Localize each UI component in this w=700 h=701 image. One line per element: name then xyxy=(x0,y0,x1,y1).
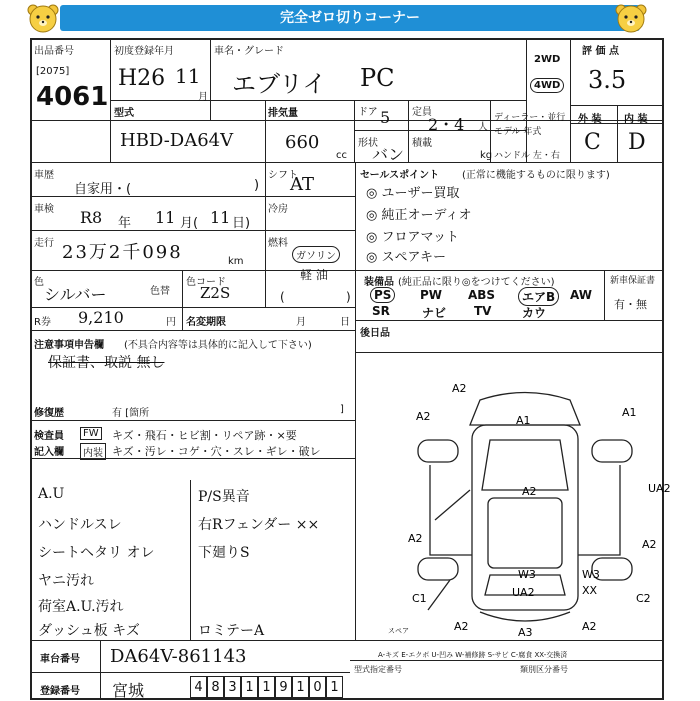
reg-digit: 3 xyxy=(224,676,241,698)
note-line-6: ダッシュ板 キズ xyxy=(38,623,140,639)
color-paint-label: 色替 xyxy=(150,286,170,297)
reg-no-label: 登録番号 xyxy=(40,686,80,697)
damage-mark-4: A1 xyxy=(622,406,637,419)
displacement-value: 660 xyxy=(285,132,320,153)
car-roof xyxy=(488,498,562,568)
equip-pw: PW xyxy=(420,288,443,302)
score-value: 3.5 xyxy=(588,66,627,94)
recycle-label: R券 xyxy=(34,317,51,328)
capacity-unit: 人 xyxy=(478,122,488,133)
bottom-label-1: 型式指定番号 xyxy=(354,665,402,674)
drive-4wd-circled: 4WD xyxy=(530,78,564,93)
note-line-4: ヤニ汚れ xyxy=(38,573,94,589)
right-note-3: 下廻りS xyxy=(198,545,250,561)
model-year-label: モデル 年式 xyxy=(494,127,542,137)
right-note-1: P/S異音 xyxy=(198,489,250,505)
history-close: ) xyxy=(254,178,260,193)
type-label: 型式 xyxy=(114,108,134,119)
recycle-value: 9,210 xyxy=(78,308,124,327)
wheel-front-right xyxy=(592,440,632,462)
equip-abs: ABS xyxy=(468,288,496,302)
header-title: 完全ゼロ切りコーナー xyxy=(60,5,640,31)
doors-label: ドア xyxy=(358,107,378,118)
fuel-diesel: 軽 油 xyxy=(300,268,328,282)
damage-mark-15: A2 xyxy=(454,620,469,633)
equip-ps: PS xyxy=(370,287,395,303)
type-value: HBD-DA64V xyxy=(120,130,234,151)
inspector-label-1: 検査員 xyxy=(34,431,64,442)
car-windshield xyxy=(482,440,568,490)
new-warranty-value: 有・無 xyxy=(614,298,647,311)
history-label: 車歴 xyxy=(34,170,54,181)
damage-mark-1: A2 xyxy=(452,382,467,395)
name-change-label: 名変期限 xyxy=(186,317,226,328)
drive-2wd: 2WD xyxy=(534,54,561,65)
notes-value: 保証書、取説 無し xyxy=(48,355,165,371)
damage-mark-10: W3 xyxy=(582,568,600,581)
reg-no-digits xyxy=(190,676,343,698)
equip-airbag: エアB xyxy=(518,287,559,306)
mileage-unit: km xyxy=(228,256,244,267)
equip-sr: SR xyxy=(372,304,390,318)
exterior-value: C xyxy=(584,130,601,155)
equip-kawa: カウ xyxy=(522,306,547,320)
shape-value: バン xyxy=(372,145,405,164)
sales-point-3: ◎ フロアマット xyxy=(366,230,459,245)
interior-value: D xyxy=(628,130,646,155)
damage-mark-17: A2 xyxy=(582,620,597,633)
sales-points-sub: (正常に機能するものに限ります) xyxy=(462,170,610,181)
damage-mark-5: A2 xyxy=(522,485,537,498)
note-line-2: ハンドルスレ xyxy=(38,517,122,533)
equip-navi: ナビ xyxy=(422,306,447,320)
damage-small-label: スペア xyxy=(388,627,409,635)
damage-mark-8: A2 xyxy=(642,538,657,551)
damage-mark-13: C1 xyxy=(412,592,427,605)
wheel-front-left xyxy=(418,440,458,462)
later-items-label: 後日品 xyxy=(360,328,390,339)
reg-digit: 0 xyxy=(309,676,326,698)
inspection-month: 11 xyxy=(155,208,176,227)
equip-aw: AW xyxy=(570,288,592,302)
equipment-sub: (純正品に限り◎をつけてください) xyxy=(398,277,555,288)
score-label: 評 価 点 xyxy=(582,46,619,57)
doors-value: 5 xyxy=(380,108,391,127)
damage-mark-2: A2 xyxy=(416,410,431,423)
damage-mark-11: UA2 xyxy=(512,586,535,599)
lot-number: 4061 xyxy=(36,82,109,112)
color-code: Z2S xyxy=(200,284,231,302)
recycle-unit: 円 xyxy=(166,317,176,328)
reg-digit: 9 xyxy=(275,676,292,698)
car-side-left xyxy=(430,465,472,555)
sales-point-4: ◎ スペアキー xyxy=(366,250,446,265)
color-code-label: 色コード xyxy=(186,277,226,288)
shift-value: AT xyxy=(290,174,315,195)
wheel-rear-left xyxy=(418,558,458,580)
damage-mark-12: XX xyxy=(582,584,598,597)
registration-month: 11 xyxy=(175,64,201,88)
shift-label: シフト xyxy=(268,170,298,181)
bear-mascot-icon xyxy=(614,2,648,34)
reg-digit: 1 xyxy=(241,676,258,698)
damage-mark-7: A2 xyxy=(408,532,423,545)
sales-point-1: ◎ ユーザー買取 xyxy=(366,186,460,201)
header xyxy=(0,0,700,38)
inspection-day-unit: 日) xyxy=(232,216,251,231)
model-name: エブリイ xyxy=(232,70,327,98)
reg-digit: 1 xyxy=(292,676,309,698)
inspector-naisou: 内装 xyxy=(80,443,106,460)
fuel-other-close: ) xyxy=(346,290,351,304)
reg-digit: 1 xyxy=(258,676,275,698)
dealer-label: ディーラー・並行 xyxy=(494,113,566,123)
registration-label: 初度登録年月 xyxy=(114,46,174,57)
repair-options: 有 [箇所 xyxy=(112,408,150,419)
model-label: 車名・グレード xyxy=(214,46,284,57)
chassis-label: 車台番号 xyxy=(40,654,80,665)
right-note-2: 右Rフェンダー ×× xyxy=(198,517,320,533)
inspection-label: 車検 xyxy=(34,204,54,215)
inspection-year-unit: 年 xyxy=(118,216,132,231)
registration-month-unit: 月 xyxy=(198,92,208,103)
displacement-unit: cc xyxy=(336,150,347,161)
reg-digit: 8 xyxy=(207,676,224,698)
inspection-month-unit: 月( xyxy=(180,216,199,231)
right-note-4: ロミテーA xyxy=(198,623,265,639)
repair-close: ] xyxy=(340,404,344,415)
notes-sub: (不具合内容等は具体的に記入して下さい) xyxy=(124,340,312,351)
inspector-row-2: キズ・汚レ・コゲ・穴・スレ・ギレ・破レ xyxy=(112,445,321,458)
inspector-label-2: 記入欄 xyxy=(34,447,64,458)
equipment-label: 装備品 xyxy=(364,277,394,288)
mileage-label: 走行 xyxy=(34,238,54,249)
lot-sub: [2075] xyxy=(36,66,70,77)
inspection-day: 11 xyxy=(210,208,231,227)
name-change-day: 日 xyxy=(340,317,350,328)
damage-mark-9: W3 xyxy=(518,568,536,581)
capacity-value: 2・4 xyxy=(428,115,465,134)
displacement-label: 排気量 xyxy=(268,108,298,119)
sales-points-label: セールスポイント xyxy=(360,170,440,181)
equip-tv: TV xyxy=(474,304,492,318)
capacity-label: 定員 xyxy=(412,107,432,118)
note-line-3: シートヘタリ オレ xyxy=(38,545,155,561)
color-label: 色 xyxy=(34,277,44,288)
ac-label: 冷房 xyxy=(268,204,288,215)
reg-digit: 4 xyxy=(190,676,207,698)
sales-point-2: ◎ 純正オーディオ xyxy=(366,208,472,223)
model-grade: PC xyxy=(360,64,395,92)
inspector-fw: FW xyxy=(80,427,102,440)
exterior-label: 外 装 xyxy=(578,114,602,125)
name-change-month: 月 xyxy=(296,317,306,328)
load-unit: kg xyxy=(480,150,493,161)
load-label: 積載 xyxy=(412,138,432,149)
repair-label: 修復歴 xyxy=(34,408,64,419)
damage-mark-3: A1 xyxy=(516,414,531,427)
shape-label: 形状 xyxy=(358,138,378,149)
car-rear-bumper xyxy=(480,612,570,621)
notes-label: 注意事項申告欄 xyxy=(34,340,104,351)
car-damage-diagram xyxy=(410,380,670,640)
reg-digit: 1 xyxy=(326,676,343,698)
fuel-label: 燃料 xyxy=(268,238,288,249)
color-value: シルバー xyxy=(44,285,107,304)
lot-label: 出品番号 xyxy=(34,46,74,57)
history-value: 自家用・( xyxy=(74,182,132,197)
new-warranty-label: 新車保証書 xyxy=(610,276,656,286)
damage-mark-6: UA2 xyxy=(648,482,671,495)
interior-label: 内 装 xyxy=(624,114,648,125)
fuel-gasoline: ガソリン xyxy=(292,246,340,263)
bottom-label-2: 類別区分番号 xyxy=(520,665,568,674)
handle-label: ハンドル 左・右 xyxy=(494,151,560,161)
note-line-1: A.U xyxy=(38,486,65,502)
damage-legend: A-キズ E-エクボ U-凹み W-補修跡 S-サビ C-腐食 XX-交換済 xyxy=(378,651,568,659)
registration-era-year: H26 xyxy=(118,66,166,91)
reg-no-prefecture: 宮城 xyxy=(112,681,145,700)
bear-mascot-icon xyxy=(26,2,60,34)
mileage-value: 23万2千098 xyxy=(62,242,183,263)
inspection-era: R8 xyxy=(80,208,103,227)
inspector-row-1: キズ・飛石・ヒビ割・リペア跡・×要 xyxy=(112,429,297,442)
note-line-5: 荷室A.U.汚れ xyxy=(38,599,124,615)
car-side-right xyxy=(578,465,620,555)
fuel-other: ( xyxy=(280,290,285,304)
damage-mark-14: C2 xyxy=(636,592,651,605)
chassis-value: DA64V-861143 xyxy=(110,646,247,667)
damage-mark-16: A3 xyxy=(518,626,533,639)
